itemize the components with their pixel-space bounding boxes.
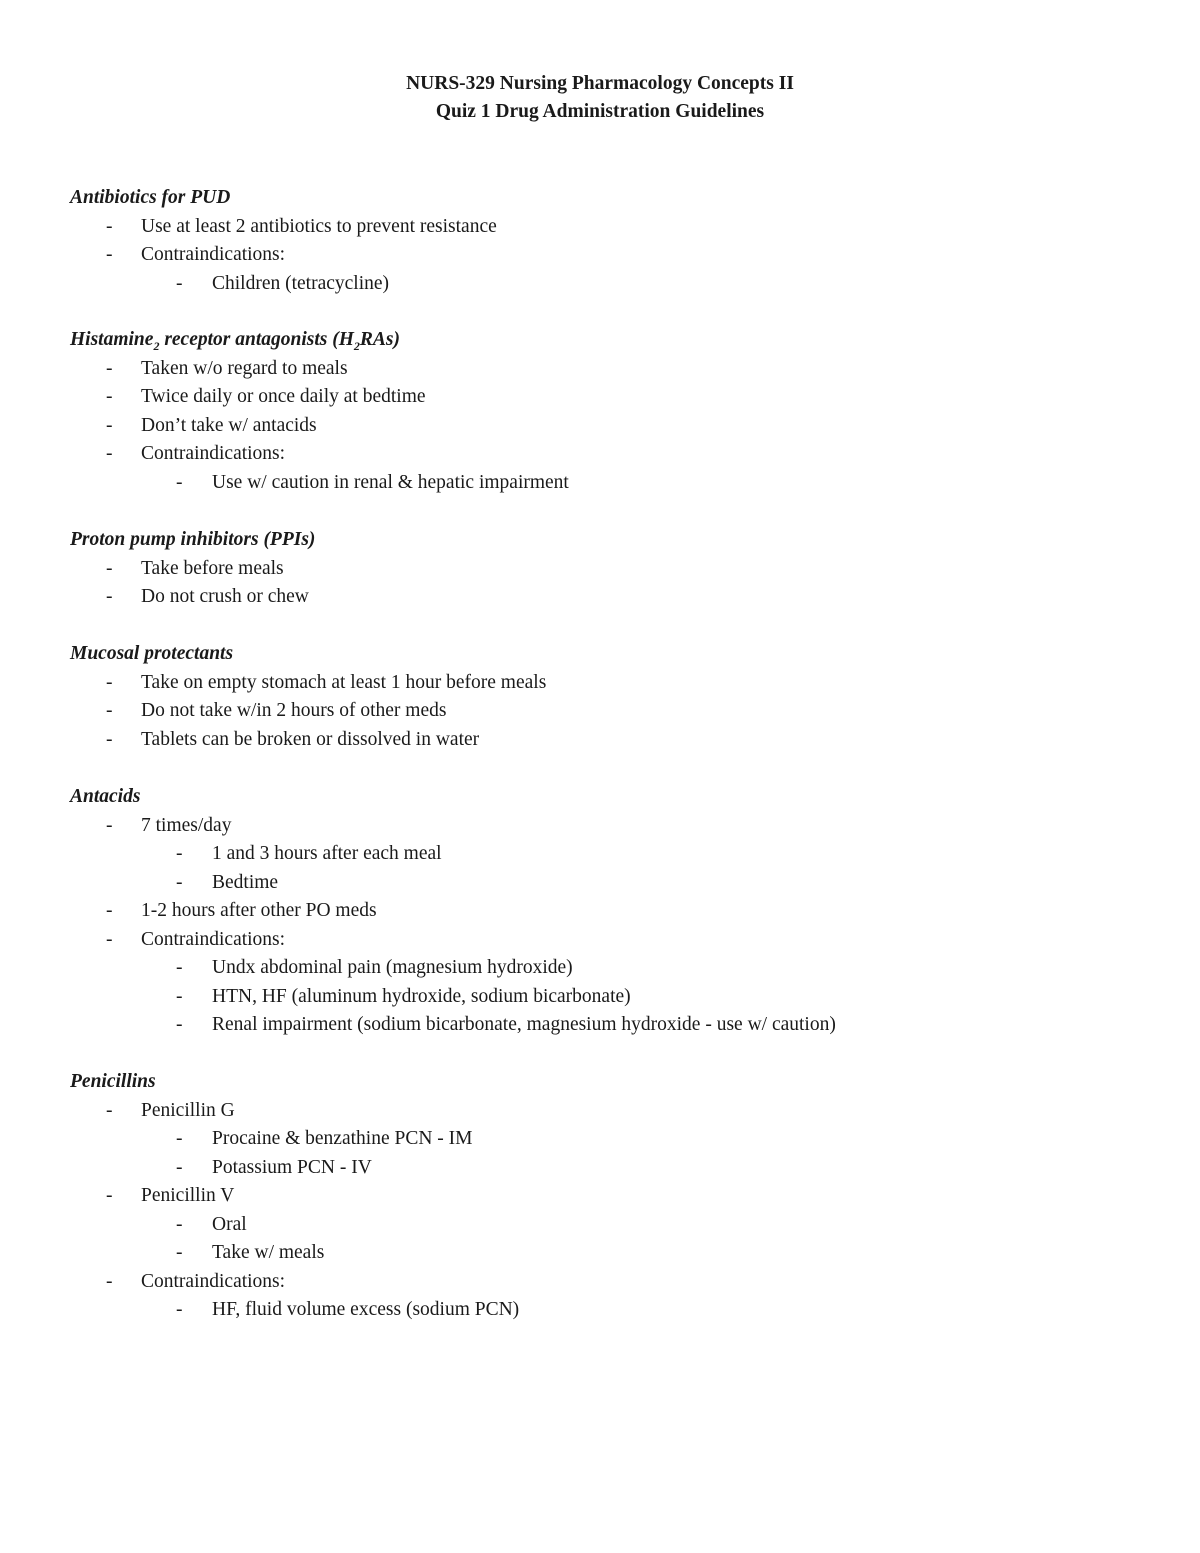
list-item-text: Contraindications: — [141, 1270, 286, 1292]
list-item-text: Oral — [212, 1213, 247, 1235]
bullet-dash: - — [176, 1242, 183, 1263]
bullet-dash: - — [106, 414, 113, 436]
bullet-dash: - — [106, 557, 113, 579]
list-item-text: Penicillin G — [141, 1099, 235, 1121]
list-item — [70, 383, 1150, 412]
list-item-text: Procaine & benzathine PCN - IM — [212, 1128, 473, 1149]
list-item — [70, 469, 1150, 498]
list-item-text: Contraindications: — [141, 443, 286, 464]
heading-part: receptor antagonists (H — [159, 329, 354, 350]
bullet-dash: - — [106, 386, 113, 407]
bullet-dash: - — [176, 1213, 183, 1235]
list-item — [70, 726, 1150, 755]
bullet-dash: - — [176, 843, 183, 864]
bullet-dash: - — [176, 1299, 183, 1320]
section-heading: Antacids — [70, 786, 141, 807]
list-item — [70, 1296, 1150, 1325]
list-item-text: Do not take w/in 2 hours of other meds — [141, 700, 447, 721]
list-item-text: Contraindications: — [141, 244, 286, 265]
list-item — [70, 869, 1150, 898]
list-item — [70, 954, 1150, 983]
list-item — [70, 697, 1150, 726]
list-item — [70, 412, 1150, 441]
list-item-text: Bedtime — [212, 871, 279, 893]
bullet-dash: - — [106, 215, 113, 237]
list-item — [70, 1154, 1150, 1183]
bullet-dash: - — [176, 1014, 183, 1035]
bullet-dash: - — [106, 700, 113, 721]
list-item-text: 1 and 3 hours after each meal — [212, 843, 442, 864]
list-item — [70, 1211, 1150, 1240]
section-ppis — [70, 526, 1150, 612]
bullet-dash: - — [176, 957, 183, 978]
bullet-dash: - — [106, 586, 113, 607]
list-item-text: Penicillin V — [141, 1185, 235, 1206]
list-item-text: 7 times/day — [141, 814, 232, 836]
list-item-text: 1-2 hours after other PO meds — [141, 900, 377, 921]
list-item-text: Contraindications: — [141, 928, 286, 950]
section-antacids — [70, 783, 1150, 1040]
bullet-dash: - — [106, 900, 113, 921]
list-item-text: Children (tetracycline) — [212, 272, 390, 294]
list-item — [70, 213, 1150, 242]
bullet-dash: - — [106, 443, 113, 464]
list-item-text: Taken w/o regard to meals — [141, 357, 348, 379]
heading-subscript: 2 — [353, 338, 360, 353]
bullet-dash: - — [106, 244, 113, 265]
section-antibiotics-pud — [70, 184, 1150, 298]
bullet-dash: - — [106, 357, 113, 379]
list-item — [70, 1268, 1150, 1297]
list-item — [70, 840, 1150, 869]
list-item-text: Don’t take w/ antacids — [141, 414, 317, 436]
bullet-dash: - — [176, 1128, 183, 1149]
list-item-text: Tablets can be broken or dissolved in water — [141, 728, 480, 750]
bullet-dash: - — [176, 871, 183, 893]
list-item-text: Use at least 2 antibiotics to prevent resistance — [141, 215, 497, 237]
heading-part: RAs) — [359, 329, 401, 350]
bullet-dash: - — [106, 814, 113, 836]
bullet-dash: - — [106, 928, 113, 950]
bullet-dash: - — [106, 728, 113, 750]
bullet-dash: - — [106, 1185, 113, 1206]
section-heading — [70, 326, 1150, 355]
list-item — [70, 1011, 1150, 1040]
section-heading: Mucosal protectants — [70, 643, 234, 664]
document-title: NURS-329 Nursing Pharmacology Concepts II — [406, 73, 794, 94]
list-item — [70, 1239, 1150, 1268]
section-heading: Antibiotics for PUD — [70, 187, 231, 208]
list-item — [70, 983, 1150, 1012]
list-item-text: Take before meals — [141, 557, 284, 579]
section-mucosal-protectants — [70, 640, 1150, 754]
list-item-text: Do not crush or chew — [141, 586, 309, 607]
bullet-dash: - — [106, 1099, 113, 1121]
list-item — [70, 926, 1150, 955]
section-h2ras — [70, 326, 1150, 497]
list-item — [70, 355, 1150, 384]
heading-subscript: 2 — [153, 338, 160, 353]
list-item — [70, 583, 1150, 612]
bullet-dash: - — [176, 272, 183, 294]
section-heading: Proton pump inhibitors (PPIs) — [70, 529, 316, 550]
list-item-text: Twice daily or once daily at bedtime — [141, 386, 426, 407]
list-item-text: Take on empty stomach at least 1 hour before meals — [141, 671, 547, 693]
list-item-text: Renal impairment (sodium bicarbonate, magnesium hydroxide - use w/ caution) — [212, 1014, 836, 1035]
list-item-text: Use w/ caution in renal & hepatic impairment — [212, 471, 569, 493]
bullet-dash: - — [106, 671, 113, 693]
bullet-dash: - — [176, 985, 183, 1007]
section-penicillins — [70, 1068, 1150, 1325]
list-item — [70, 270, 1150, 299]
list-item-text: HF, fluid volume excess (sodium PCN) — [212, 1299, 520, 1320]
list-item — [70, 440, 1150, 469]
list-item-text: Potassium PCN - IV — [212, 1156, 372, 1178]
list-item-text: Undx abdominal pain (magnesium hydroxide) — [212, 957, 573, 978]
bullet-dash: - — [176, 471, 183, 493]
list-item — [70, 1125, 1150, 1154]
list-item — [70, 812, 1150, 841]
heading-part: Histamine — [70, 329, 154, 350]
section-heading: Penicillins — [70, 1071, 156, 1092]
list-item — [70, 1097, 1150, 1126]
list-item-text: HTN, HF (aluminum hydroxide, sodium bicarbonate) — [212, 985, 631, 1007]
list-item — [70, 897, 1150, 926]
bullet-dash: - — [106, 1270, 113, 1292]
list-item — [70, 669, 1150, 698]
list-item — [70, 555, 1150, 584]
bullet-dash: - — [176, 1156, 183, 1178]
list-item — [70, 1182, 1150, 1211]
list-item-text: Take w/ meals — [212, 1242, 325, 1263]
document-subtitle: Quiz 1 Drug Administration Guidelines — [435, 101, 765, 122]
list-item — [70, 241, 1150, 270]
